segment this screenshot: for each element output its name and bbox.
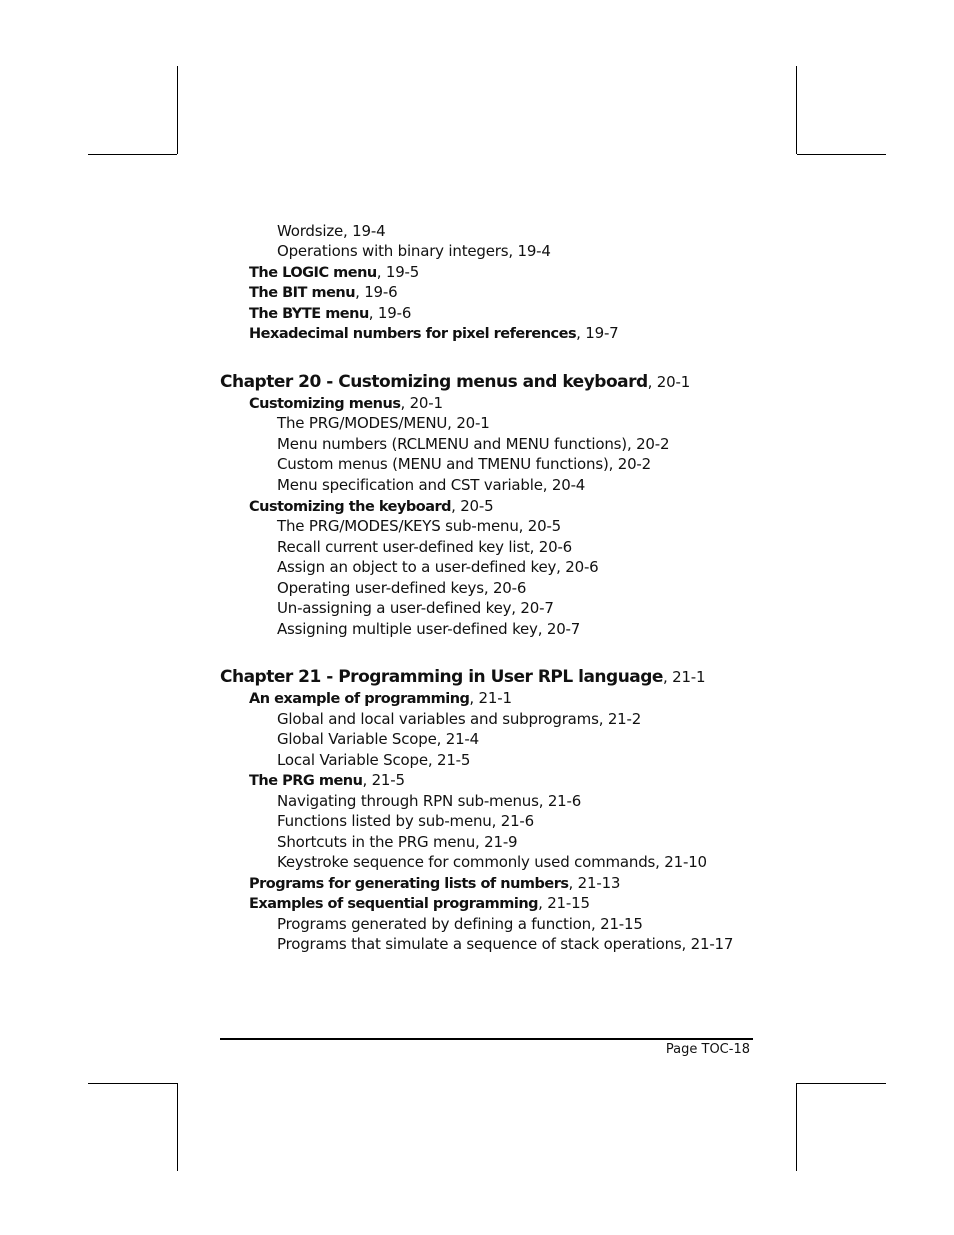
toc-page-ref: , 21-13 (568, 874, 621, 892)
toc-page-ref: , 20-5 (451, 497, 494, 515)
toc-page-ref: , 19-6 (368, 304, 412, 322)
crop-mark-bottom-left-vertical (177, 1083, 178, 1171)
footer-rule (220, 1038, 753, 1040)
toc-entry-binary-operations: Operations with binary integers, 19-4 (277, 242, 551, 260)
toc-section-title: Customizing the keyboard (249, 499, 452, 515)
toc-page-ref: , 21-15 (538, 894, 590, 912)
crop-mark-bottom-left-horizontal (88, 1083, 177, 1084)
toc-section-title: An example of programming (249, 691, 470, 707)
page-number: Page TOC-18 (665, 1042, 750, 1057)
toc-section-title: Hexadecimal numbers for pixel references (249, 326, 577, 342)
toc-section-example-programming (249, 688, 512, 709)
toc-section-title: The PRG menu (249, 773, 363, 789)
toc-entry: Programs that simulate a sequence of stack operations, 21-17 (277, 935, 734, 953)
toc-entry: Keystroke sequence for commonly used commands, 21-10 (277, 853, 707, 871)
toc-entry: Custom menus (MENU and TMENU functions), 20-2 (277, 455, 651, 473)
toc-entry: Local Variable Scope, 21-5 (277, 751, 471, 769)
toc-entry: Shortcuts in the PRG menu, 21-9 (277, 833, 518, 851)
toc-section-title: Examples of sequential programming (249, 896, 539, 912)
toc-entry: Un-assigning a user-defined key, 20-7 (277, 599, 554, 617)
toc-entry: The PRG/MODES/MENU, 20-1 (277, 414, 490, 432)
toc-page-ref: , 19-5 (376, 263, 420, 281)
toc-section-hex-pixel (249, 323, 619, 344)
toc-section-customizing-menus (249, 393, 443, 414)
toc-entry: Global Variable Scope, 21-4 (277, 730, 479, 748)
toc-page-ref: , 21-1 (662, 668, 706, 686)
crop-mark-bottom-right-vertical (796, 1083, 797, 1171)
toc-entry: Operating user-defined keys, 20-6 (277, 579, 527, 597)
toc-entry: Functions listed by sub-menu, 21-6 (277, 812, 534, 830)
toc-section-bit-menu (249, 282, 397, 303)
crop-mark-top-left-horizontal (88, 154, 177, 155)
toc-page-ref: , 20-1 (647, 373, 691, 391)
toc-chapter-20 (220, 370, 690, 394)
toc-section-title: The LOGIC menu (249, 265, 377, 281)
crop-mark-bottom-right-horizontal (797, 1083, 886, 1084)
toc-page-ref: , 21-1 (469, 689, 512, 707)
toc-entry: Assigning multiple user-defined key, 20-7 (277, 620, 581, 638)
toc-section-lists-of-numbers (249, 873, 620, 894)
toc-section-byte-menu (249, 303, 411, 324)
toc-chapter-title: Chapter 21 - Programming in User RPL language (220, 667, 663, 687)
toc-entry: Programs generated by defining a function, 21-15 (277, 915, 643, 933)
toc-section-logic-menu (249, 262, 419, 283)
crop-mark-top-right-horizontal (797, 154, 886, 155)
toc-entry: Menu specification and CST variable, 20-4 (277, 476, 586, 494)
toc-entry: Navigating through RPN sub-menus, 21-6 (277, 792, 582, 810)
toc-page-ref: , 19-6 (355, 283, 398, 301)
toc-entry: Global and local variables and subprograms, 21-2 (277, 710, 642, 728)
toc-section-sequential-programming (249, 893, 590, 914)
crop-mark-top-left-vertical (177, 66, 178, 154)
toc-entry: Recall current user-defined key list, 20-6 (277, 538, 573, 556)
toc-page-ref: , 21-5 (362, 771, 405, 789)
toc-section-title: The BYTE menu (249, 306, 369, 322)
toc-entry-wordsize: Wordsize, 19-4 (277, 222, 386, 240)
toc-page-ref: , 20-1 (400, 394, 443, 412)
toc-section-prg-menu (249, 770, 405, 791)
toc-entry: The PRG/MODES/KEYS sub-menu, 20-5 (277, 517, 562, 535)
toc-page-ref: , 19-7 (576, 324, 619, 342)
toc-chapter-21 (220, 665, 705, 689)
toc-section-title: Customizing menus (249, 396, 401, 412)
toc-section-title: Programs for generating lists of numbers (249, 876, 569, 892)
toc-section-title: The BIT menu (249, 285, 356, 301)
toc-entry: Menu numbers (RCLMENU and MENU functions), 20-2 (277, 435, 670, 453)
crop-mark-top-right-vertical (796, 66, 797, 154)
toc-chapter-title: Chapter 20 - Customizing menus and keyboard (220, 372, 648, 392)
toc-entry: Assign an object to a user-defined key, 20-6 (277, 558, 599, 576)
toc-section-customizing-keyboard (249, 496, 493, 517)
